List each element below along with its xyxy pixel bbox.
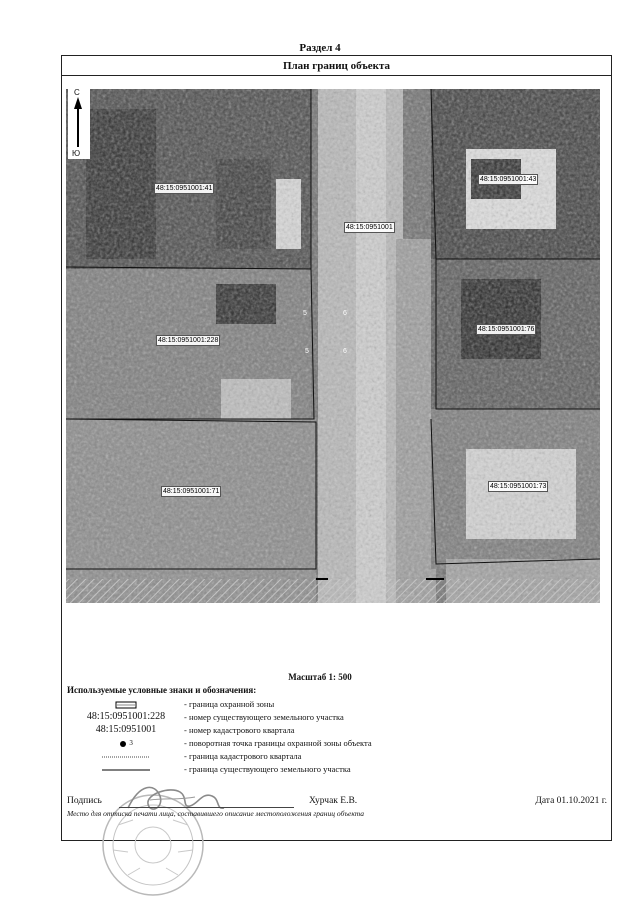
signature-label: Подпись xyxy=(67,796,102,806)
map-imagery xyxy=(66,89,600,603)
parcel-label: 48:15:0951001:41 xyxy=(156,185,213,192)
turn-point-label: 6 xyxy=(343,348,347,355)
turn-point-label: 5 xyxy=(305,348,309,355)
legend-desc: - граница существующего земельного участка xyxy=(184,764,351,774)
parcel-label: 48:15:0951001:43 xyxy=(480,176,537,183)
legend-item xyxy=(67,724,607,736)
scale-text: Масштаб 1: 500 xyxy=(288,672,352,682)
turn-point-label: 5 xyxy=(303,310,307,317)
signature-date: Дата 01.10.2021 г. xyxy=(535,796,607,806)
quarter-boundary-symbol xyxy=(67,750,185,762)
legend-item xyxy=(67,750,607,762)
parcel-boundary-symbol xyxy=(67,763,185,775)
legend-desc: - граница кадастрового квартала xyxy=(184,751,302,761)
legend-desc: - номер существующего земельного участка xyxy=(184,712,344,722)
protection-zone-symbol xyxy=(67,698,185,710)
legend-desc: - граница охранной зоны xyxy=(184,699,275,709)
signature-line xyxy=(119,807,294,808)
legend-item xyxy=(67,698,607,710)
signer-name: Хурчак Е.В. xyxy=(309,796,358,806)
north-letter: С xyxy=(74,88,80,97)
north-arrow xyxy=(68,89,90,159)
legend-item xyxy=(67,763,607,775)
north-arrow-icon xyxy=(71,97,85,149)
turn-point-symbol xyxy=(67,737,185,749)
quarter-number-symbol: 48:15:0951001 xyxy=(95,724,157,735)
aerial-map xyxy=(66,89,600,603)
turn-point-label: 6 xyxy=(343,310,347,317)
parcel-label: 48:15:0951001:228 xyxy=(158,337,219,344)
dot-icon xyxy=(119,740,127,748)
quarter-label: 48:15:0951001 xyxy=(346,224,393,231)
section-title: Раздел 4 xyxy=(299,42,341,54)
signature-row xyxy=(67,796,607,810)
seal-place-caption: Место для оттиска печати лица, составившего описание местоположения границ объекта xyxy=(67,809,365,818)
turn-point-number: 3 xyxy=(129,739,133,747)
legend-desc: - номер кадастрового квартала xyxy=(184,725,295,735)
legend-title: Используемые условные знаки и обозначения: xyxy=(67,685,257,695)
parcel-label: 48:15:0951001:71 xyxy=(163,488,220,495)
south-letter: Ю xyxy=(72,149,81,158)
frame-header xyxy=(62,56,611,76)
plan-title: План границ объекта xyxy=(282,60,391,72)
parcel-label: 48:15:0951001:76 xyxy=(478,326,535,333)
legend-item xyxy=(67,737,607,749)
legend-desc: - поворотная точка границы охранной зоны объекта xyxy=(184,738,372,748)
parcel-label: 48:15:0951001:73 xyxy=(490,483,547,490)
legend-item xyxy=(67,711,607,723)
parcel-number-symbol: 48:15:0951001:228 xyxy=(86,711,166,722)
